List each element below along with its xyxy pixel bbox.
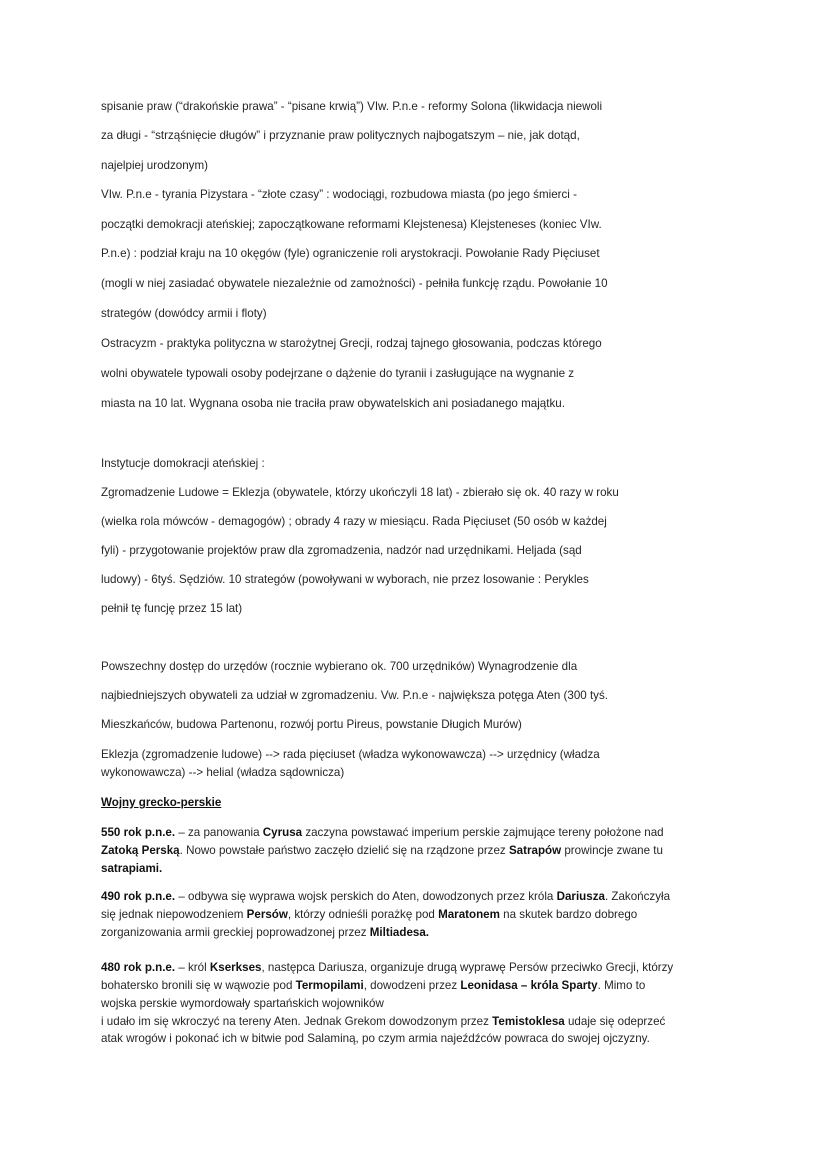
text-line	[101, 100, 602, 114]
text-segment: – odbywa się wyprawa wojsk perskich do Aten, dowodzonych przez króla	[175, 890, 557, 903]
text-segment: Ostracyzm - praktyka polityczna w starożytnej Grecji, rodzaj tajnego głosowania, podczas którego	[101, 337, 602, 350]
text-line	[101, 926, 429, 940]
text-segment: najelpiej urodzonym)	[101, 159, 208, 172]
text-line	[101, 247, 600, 261]
text-line	[101, 766, 344, 780]
bold-text: Leonidasa – króla Sparty	[460, 979, 598, 992]
text-segment: zaczyna powstawać imperium perskie zajmujące tereny położone nad	[302, 826, 664, 839]
text-segment: bohatersko bronili się w wąwozie pod	[101, 979, 296, 992]
text-segment: . Zakończyła	[604, 890, 671, 903]
text-segment: początki demokracji ateńskiej; zapoczątkowane reformami Klejstenesa) Klejsteneses (koniec VIw.	[101, 218, 602, 231]
text-line	[101, 188, 577, 202]
text-line	[101, 718, 522, 732]
text-segment: Zgromadzenie Ludowe = Eklezja (obywatele, którzy ukończyli 18 lat) - zbierało się ok. 40 razy w roku	[101, 486, 619, 499]
text-line	[101, 961, 673, 975]
bold-text: Persów	[246, 908, 288, 921]
bold-text: Kserkses	[209, 961, 262, 974]
text-segment: i udało im się wkroczyć na tereny Aten. Jednak Grekom dowodzonym przez	[101, 1015, 493, 1028]
text-segment: za długi - “strząśnięcie długów” i przyznanie praw politycznych najbogatszym – nie, jak dotąd,	[101, 129, 580, 142]
text-segment: . Mimo to	[597, 979, 646, 992]
text-segment: wolni obywatele typowali osoby podejrzane o dążenie do tyranii i zasługujące na wygnanie z	[101, 367, 575, 380]
text-segment: (mogli w niej zasiadać obywatele niezależnie od zamożności) - pełniła funkcję rządu. Powołanie 10	[101, 277, 608, 290]
text-line	[101, 367, 574, 381]
text-line	[101, 862, 162, 876]
text-segment: spisanie praw (“drakońskie prawa” - “pisane krwią”) VIw. P.n.e - reformy Solona (likwidacja niewoli	[101, 100, 603, 113]
text-segment: (wielka rola mówców - demagogów) ; obrady 4 razy w miesiącu. Rada Pięciuset (50 osób w każdej	[101, 515, 607, 528]
text-line	[101, 129, 580, 143]
text-segment: miasta na 10 lat. Wygnana osoba nie traciła praw obywatelskich ani posiadanego majątku.	[101, 397, 565, 410]
text-segment: , dowodzeni przez	[363, 979, 461, 992]
text-segment: strategów (dowódcy armii i floty)	[101, 307, 267, 320]
bold-text: Wojny grecko-perskie	[101, 796, 222, 809]
text-segment: się jednak niepowodzeniem	[101, 908, 247, 921]
bold-text: 480 rok p.n.e.	[101, 961, 176, 974]
text-line	[101, 457, 265, 471]
text-line	[101, 979, 645, 993]
text-segment: atak wrogów i pokonać ich w bitwie pod Salaminą, po czym armia najeźdźców powraca do swojej ojczyzny.	[101, 1032, 650, 1045]
text-segment: Mieszkańców, budowa Partenonu, rozwój portu Pireus, powstanie Długich Murów)	[101, 718, 522, 731]
text-segment: zorganizowania armii greckiej poprowadzonej przez	[101, 926, 370, 939]
text-line	[101, 515, 607, 529]
section-heading	[101, 796, 221, 810]
text-line	[101, 844, 663, 858]
text-segment: udaje się odeprzeć	[564, 1015, 666, 1028]
text-line	[101, 890, 670, 904]
text-line	[101, 1032, 650, 1046]
text-line	[101, 337, 602, 351]
text-line	[101, 1015, 665, 1029]
bold-text: Zatoką Perską	[101, 844, 180, 857]
text-segment: wojska perskie wymordowały spartańskich wojowników	[101, 997, 384, 1010]
text-segment: najbiedniejszych obywateli za udział w zgromadzeniu. Vw. P.n.e - największa potęga Aten (300 tyś.	[101, 689, 608, 702]
text-segment: Eklezja (zgromadzenie ludowe) --> rada pięciuset (władza wykonowawcza) --> urzędnicy (władza	[101, 748, 600, 761]
bold-text: Maratonem	[438, 908, 500, 921]
bold-text: 550 rok p.n.e.	[101, 826, 176, 839]
text-line	[101, 307, 267, 321]
text-segment: VIw. P.n.e - tyrania Pizystara - “złote czasy” : wodociągi, rozbudowa miasta (po jego śmierci -	[101, 188, 577, 201]
text-segment: na skutek bardzo dobrego	[499, 908, 638, 921]
text-segment: Instytucje domokracji ateńskiej :	[101, 457, 265, 470]
text-line	[101, 689, 608, 703]
text-line	[101, 997, 384, 1011]
bold-text: satrapiami.	[101, 862, 163, 875]
text-line	[101, 277, 608, 291]
text-segment: prowincje zwane tu	[561, 844, 663, 857]
text-segment: ludowy) - 6tyś. Sędziów. 10 strategów (powoływani w wyborach, nie przez losowanie : Perykles	[101, 573, 589, 586]
text-segment: – król	[175, 961, 210, 974]
bold-text: Temistoklesa	[492, 1015, 565, 1028]
bold-text: Dariusza	[556, 890, 605, 903]
text-segment: fyli) - przygotowanie projektów praw dla zgromadzenia, nadzór nad urzędnikami. Heljada (sąd	[101, 544, 582, 557]
bold-text: Termopilami	[295, 979, 364, 992]
text-line	[101, 908, 637, 922]
text-segment: pełnił tę funcję przez 15 lat)	[101, 602, 243, 615]
text-segment: . Nowo powstałe państwo zaczęło dzielić się na rządzone przez	[179, 844, 509, 857]
text-line	[101, 397, 565, 411]
bold-text: 490 rok p.n.e.	[101, 890, 176, 903]
bold-text: Miltiadesa.	[369, 926, 430, 939]
bold-text: Cyrusa	[262, 826, 303, 839]
text-line	[101, 573, 589, 587]
text-segment: Powszechny dostęp do urzędów (rocznie wybierano ok. 700 urzędników) Wynagrodzenie dla	[101, 660, 578, 673]
text-segment: , którzy odnieśli porażkę pod	[287, 908, 439, 921]
text-line	[101, 748, 600, 762]
text-line	[101, 826, 664, 840]
text-line	[101, 218, 602, 232]
text-line	[101, 159, 208, 173]
text-line	[101, 544, 582, 558]
text-segment: wykonowawcza) --> helial (władza sądownicza)	[101, 766, 345, 779]
text-line	[101, 486, 619, 500]
text-line	[101, 602, 242, 616]
bold-text: Satrapów	[508, 844, 562, 857]
text-segment: P.n.e) : podział kraju na 10 okęgów (fyle) ograniczenie roli arystokracji. Powołanie Rady Pięciuset	[101, 247, 600, 260]
text-line	[101, 660, 577, 674]
text-segment: , następca Dariusza, organizuje drugą wyprawę Persów przeciwko Grecji, którzy	[261, 961, 674, 974]
text-segment: – za panowania	[175, 826, 263, 839]
